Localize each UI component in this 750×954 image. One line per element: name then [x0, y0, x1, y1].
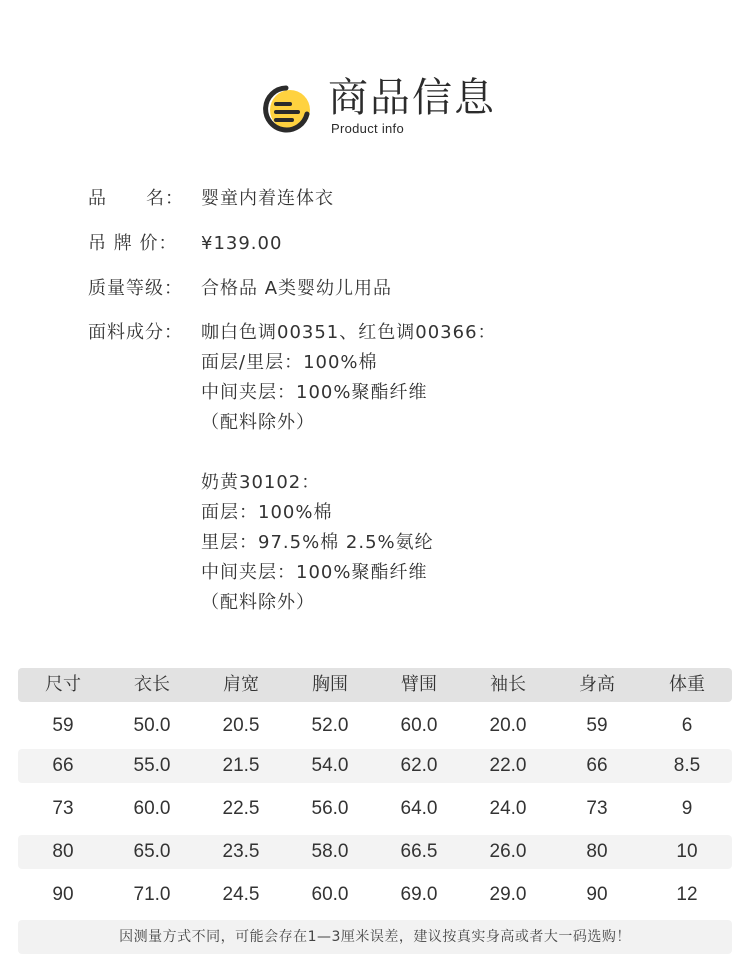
info-label-grade: 质量等级： [88, 278, 183, 299]
table-cell: 50.0 [133, 715, 171, 736]
table-cell: 60.0 [400, 715, 438, 736]
table-cell: 29.0 [489, 884, 527, 905]
composition-line: 咖白色调00351、红色调00366： [201, 322, 497, 343]
table-cell: 73 [586, 798, 608, 819]
composition-line: （配料除外） [201, 412, 315, 433]
table-cell: 80 [586, 841, 608, 862]
composition-line: 奶黄30102： [201, 472, 321, 493]
table-cell: 23.5 [222, 841, 260, 862]
table-cell: 12 [676, 884, 698, 905]
table-cell: 20.0 [489, 715, 527, 736]
composition-line: （配料除外） [201, 592, 315, 613]
composition-line: 中间夹层：100%聚酯纤维 [201, 382, 428, 403]
table-cell: 26.0 [489, 841, 527, 862]
table-cell: 80 [52, 841, 74, 862]
table-cell: 62.0 [400, 755, 438, 776]
table-header-cell: 胸围 [312, 674, 348, 695]
table-cell: 52.0 [311, 715, 349, 736]
table-cell: 20.5 [222, 715, 260, 736]
table-header-cell: 尺寸 [45, 674, 81, 695]
table-cell: 60.0 [133, 798, 171, 819]
info-value-name: 婴童内着连体衣 [201, 188, 334, 209]
table-row [18, 878, 732, 912]
table-cell: 8.5 [673, 755, 701, 776]
table-cell: 59 [586, 715, 608, 736]
table-cell: 73 [52, 798, 74, 819]
table-header-cell: 衣长 [134, 674, 170, 695]
table-row [18, 709, 732, 743]
table-cell: 55.0 [133, 755, 171, 776]
list-badge-icon [262, 84, 314, 136]
composition-line: 面层/里层：100%棉 [201, 352, 378, 373]
table-header-cell: 身高 [579, 674, 615, 695]
table-cell: 59 [52, 715, 74, 736]
composition-line [201, 438, 721, 468]
measurement-note: 因测量方式不同，可能会存在1—3厘米误差，建议按真实身高或者大一码选购！ [18, 920, 732, 954]
table-cell: 56.0 [311, 798, 349, 819]
table-header-cell: 体重 [669, 674, 705, 695]
table-cell: 10 [676, 841, 698, 862]
table-cell: 71.0 [133, 884, 171, 905]
table-header-cell: 肩宽 [223, 674, 259, 695]
composition-line: 中间夹层：100%聚酯纤维 [201, 562, 428, 583]
table-cell: 58.0 [311, 841, 349, 862]
section-header [0, 74, 750, 144]
table-cell: 65.0 [133, 841, 171, 862]
table-row [18, 792, 732, 826]
table-cell: 6 [681, 715, 693, 736]
table-cell: 60.0 [311, 884, 349, 905]
table-cell: 22.0 [489, 755, 527, 776]
table-cell: 90 [52, 884, 74, 905]
composition-line: 面层：100%棉 [201, 502, 333, 523]
table-cell: 24.0 [489, 798, 527, 819]
table-cell: 66 [586, 755, 608, 776]
info-label-price: 吊 牌 价： [88, 233, 178, 254]
section-subtitle: Product info [331, 121, 404, 136]
table-cell: 66 [52, 755, 74, 776]
table-cell: 64.0 [400, 798, 438, 819]
table-row [18, 835, 732, 869]
table-cell: 54.0 [311, 755, 349, 776]
table-cell: 90 [586, 884, 608, 905]
table-cell: 69.0 [400, 884, 438, 905]
info-value-composition [201, 318, 721, 618]
table-cell: 24.5 [222, 884, 260, 905]
table-cell: 9 [681, 798, 693, 819]
section-title: 商品信息 [328, 75, 496, 121]
table-header-row [18, 668, 732, 702]
table-row [18, 749, 732, 783]
info-label-composition: 面料成分： [88, 322, 183, 343]
table-cell: 21.5 [222, 755, 260, 776]
table-header-cell: 臂围 [401, 674, 437, 695]
composition-line: 里层：97.5%棉 2.5%氨纶 [201, 532, 434, 553]
table-cell: 22.5 [222, 798, 260, 819]
info-value-price: ¥139.00 [201, 233, 283, 254]
table-cell: 66.5 [400, 841, 438, 862]
table-header-cell: 袖长 [490, 674, 526, 695]
info-value-grade: 合格品 A类婴幼儿用品 [201, 278, 393, 299]
